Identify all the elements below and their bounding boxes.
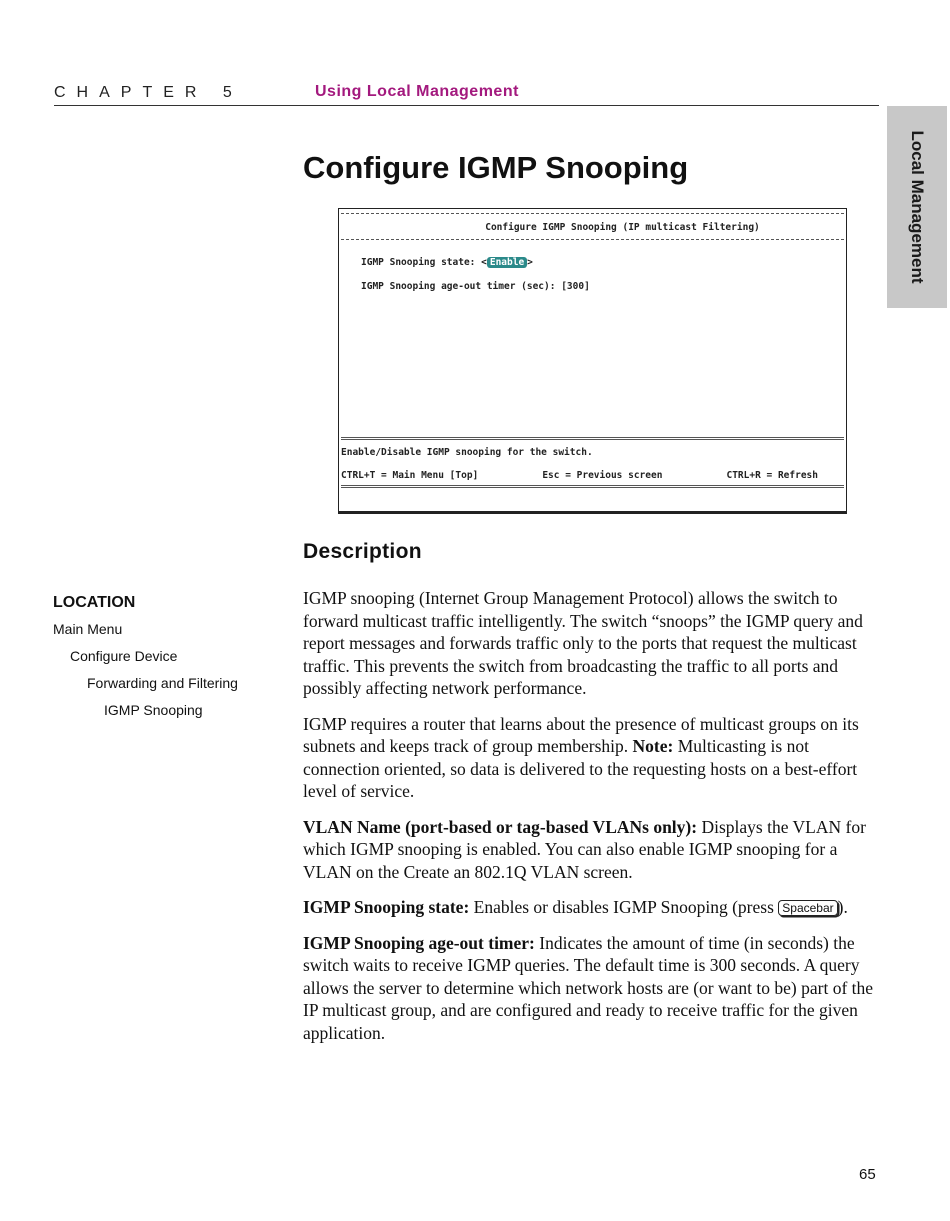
igmp-state-label: IGMP Snooping state: bbox=[361, 257, 482, 268]
key-main-menu: CTRL+T = Main Menu [Top] bbox=[341, 470, 479, 481]
definition-text: Enables or disables IGMP Snooping (press bbox=[469, 897, 779, 917]
chapter-header bbox=[54, 84, 879, 106]
definition-term: IGMP Snooping state: bbox=[303, 897, 470, 917]
description-paragraph: IGMP snooping (Internet Group Management Protocol) allows the switch to forward multicast traffic intelligently. The switch “snoops” the IGMP query and report messages and forwards traffic only to the ports that request the multicast traffic. This prevents the switch from broadcasting the traffic to all ports and possibly affecting network performance. bbox=[303, 588, 863, 698]
vlan-name-definition bbox=[303, 816, 883, 884]
location-item: Configure Device bbox=[70, 648, 178, 664]
location-item: Forwarding and Filtering bbox=[87, 675, 238, 691]
description-paragraph bbox=[303, 713, 883, 803]
description-heading: Description bbox=[303, 540, 422, 563]
section-side-tab bbox=[887, 106, 947, 308]
spacebar-key-icon: Spacebar bbox=[778, 900, 837, 916]
note-label: Note: bbox=[632, 736, 674, 756]
age-out-timer-label: IGMP Snooping age-out timer (sec): bbox=[361, 281, 562, 292]
screen-divider bbox=[341, 485, 844, 488]
age-out-timer-definition bbox=[303, 932, 883, 1045]
screen-divider bbox=[341, 437, 844, 440]
definition-text: Indicates the amount of time (in seconds) the switch waits to receive IGMP queries. The default time is 300 seconds. A query allows the server to determine which network hosts are (or want to be) part of the IP multicast group, and are configured and ready to receive traffic for the given application. bbox=[303, 932, 874, 1043]
screen-help-text: Enable/Disable IGMP snooping for the switch. bbox=[341, 447, 593, 458]
igmp-state-definition bbox=[303, 896, 883, 919]
definition-text: ). bbox=[837, 897, 848, 917]
igmp-state-value: Enable bbox=[487, 257, 527, 268]
screen-divider bbox=[341, 239, 844, 240]
location-item: IGMP Snooping bbox=[104, 702, 203, 718]
igmp-state-field: IGMP Snooping state: < Enable > bbox=[361, 257, 533, 268]
chapter-title: Using Local Management bbox=[315, 83, 519, 100]
page-title: Configure IGMP Snooping bbox=[303, 150, 689, 185]
location-item: Main Menu bbox=[53, 621, 123, 637]
location-heading: LOCATION bbox=[53, 594, 136, 611]
key-previous-screen: Esc = Previous screen bbox=[542, 470, 663, 481]
definition-text: Displays the VLAN for which IGMP snooping is enabled. You can also enable IGMP snooping for a VLAN on the Create an 802.1Q VLAN screen. bbox=[303, 816, 866, 882]
paragraph-text: Multicasting is not connection oriented, so data is delivered to the requesting hosts on a best-effort level of service. bbox=[303, 736, 858, 801]
key-refresh: CTRL+R = Refresh bbox=[726, 470, 818, 481]
screen-key-legend bbox=[341, 470, 818, 481]
age-out-timer-field bbox=[361, 281, 590, 292]
terminal-screenshot bbox=[338, 208, 847, 514]
definition-term: IGMP Snooping age-out timer: bbox=[303, 932, 535, 953]
age-out-timer-value: [300] bbox=[561, 281, 590, 292]
description-body bbox=[303, 587, 883, 1057]
paragraph-text: IGMP requires a router that learns about the presence of multicast groups on its subnets and keeps track of group membership. bbox=[303, 713, 859, 756]
screen-divider bbox=[341, 213, 844, 214]
location-sidebar bbox=[53, 594, 238, 727]
page-number: 65 bbox=[859, 1166, 876, 1183]
side-tab-label: Local Management bbox=[908, 130, 927, 284]
screen-title: Configure IGMP Snooping (IP multicast Filtering) bbox=[485, 222, 760, 233]
chapter-label: CHAPTER 5 bbox=[54, 84, 243, 101]
definition-term: VLAN Name (port-based or tag-based VLANs only): bbox=[303, 816, 698, 837]
